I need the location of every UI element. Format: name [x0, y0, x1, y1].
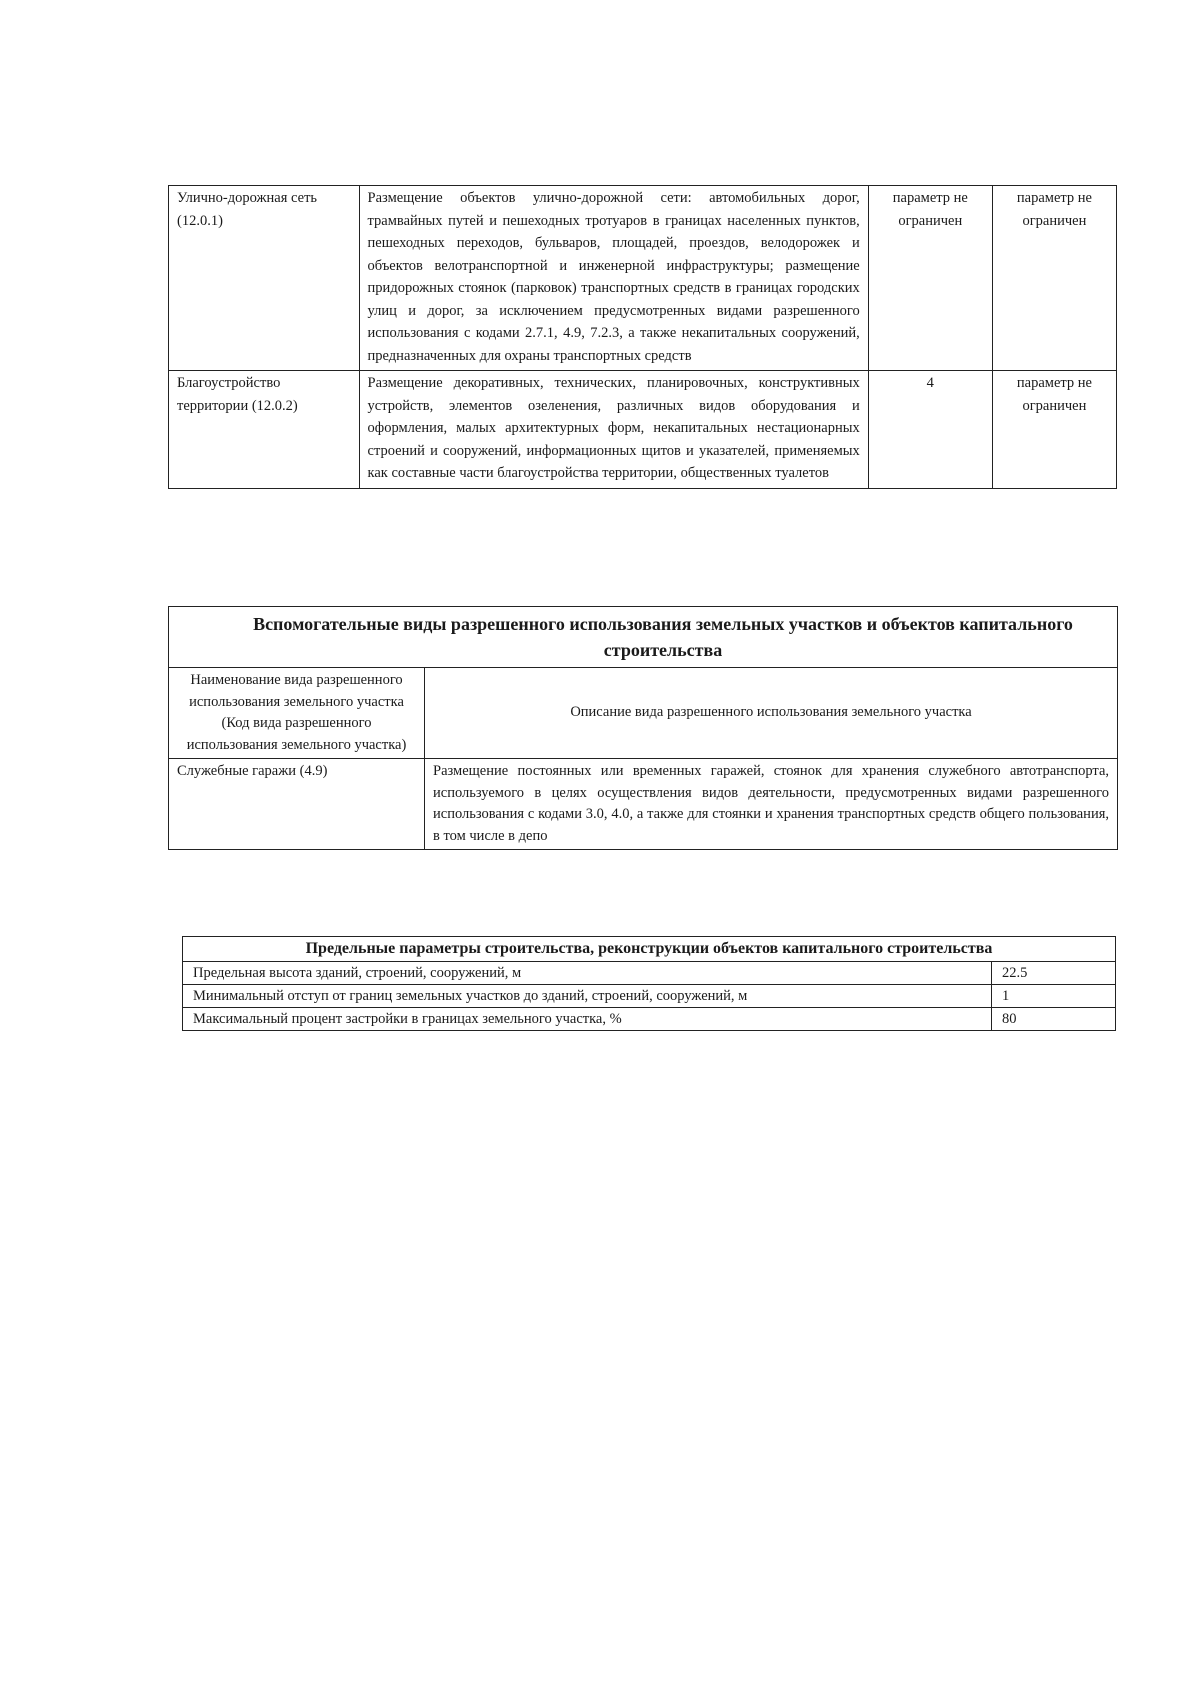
table-title-row	[183, 937, 1116, 962]
table-row	[169, 371, 1117, 489]
table-row	[183, 985, 1116, 1008]
param-cell: параметр не ограничен	[992, 186, 1116, 371]
use-description-cell: Размещение объектов улично-дорожной сети: автомобильных дорог, трамвайных путей и пешеходных тротуаров в границах населенных пунктов, пешеходных переходов, бульваров, площадей, проездов, велодорожек и объектов велотранспортной и инженерной инфраструктуры; размещение придорожных стоянок (парковок) транспортных средств в границах городских улиц и дорог, за исключением предусмотренных видами разрешенного использования с кодами 2.7.1, 4.9, 7.2.3, а также некапитальных сооружений, предназначенных для охраны транспортных средств	[359, 186, 868, 371]
table-header-row	[169, 668, 1118, 759]
use-description-cell: Размещение постоянных или временных гаражей, стоянок для хранения служебного автотранспорта, используемого в целях осуществления видов деятельности, предусмотренных видами разрешенного использования с кодами 3.0, 4.0, а также для стоянки и хранения транспортных средств общего пользования, в том числе в депо	[425, 759, 1118, 850]
auxiliary-uses-table	[168, 606, 1118, 850]
table-title: Предельные параметры строительства, реконструкции объектов капитального строительства	[183, 937, 1116, 962]
use-name-cell: Улично-дорожная сеть (12.0.1)	[169, 186, 360, 371]
parameter-label: Максимальный процент застройки в границах земельного участка, %	[183, 1008, 992, 1031]
table-title-row	[169, 607, 1118, 668]
table-row	[169, 186, 1117, 371]
param-cell: параметр не ограничен	[992, 371, 1116, 489]
table-title: Вспомогательные виды разрешенного использования земельных участков и объектов капитального строительства	[169, 607, 1118, 668]
parameter-value: 80	[992, 1008, 1116, 1031]
parameter-label: Предельная высота зданий, строений, сооружений, м	[183, 962, 992, 985]
header-use-description: Описание вида разрешенного использования земельного участка	[425, 668, 1118, 759]
table-row	[169, 759, 1118, 850]
parameter-value: 22.5	[992, 962, 1116, 985]
limit-parameters-table	[182, 936, 1116, 1031]
parameter-label: Минимальный отступ от границ земельных участков до зданий, строений, сооружений, м	[183, 985, 992, 1008]
use-name-cell: Служебные гаражи (4.9)	[169, 759, 425, 850]
param-cell: параметр не ограничен	[868, 186, 992, 371]
param-cell: 4	[868, 371, 992, 489]
permitted-uses-table	[168, 185, 1117, 489]
use-description-cell: Размещение декоративных, технических, планировочных, конструктивных устройств, элементов озеленения, различных видов оборудования и оформления, малых архитектурных форм, некапитальных нестационарных строений и сооружений, информационных щитов и указателей, применяемых как составные части благоустройства территории, общественных туалетов	[359, 371, 868, 489]
table-row	[183, 962, 1116, 985]
header-use-name: Наименование вида разрешенного использования земельного участка (Код вида разрешенного использования земельного участка)	[169, 668, 425, 759]
use-name-cell: Благоустройство территории (12.0.2)	[169, 371, 360, 489]
table-row	[183, 1008, 1116, 1031]
parameter-value: 1	[992, 985, 1116, 1008]
